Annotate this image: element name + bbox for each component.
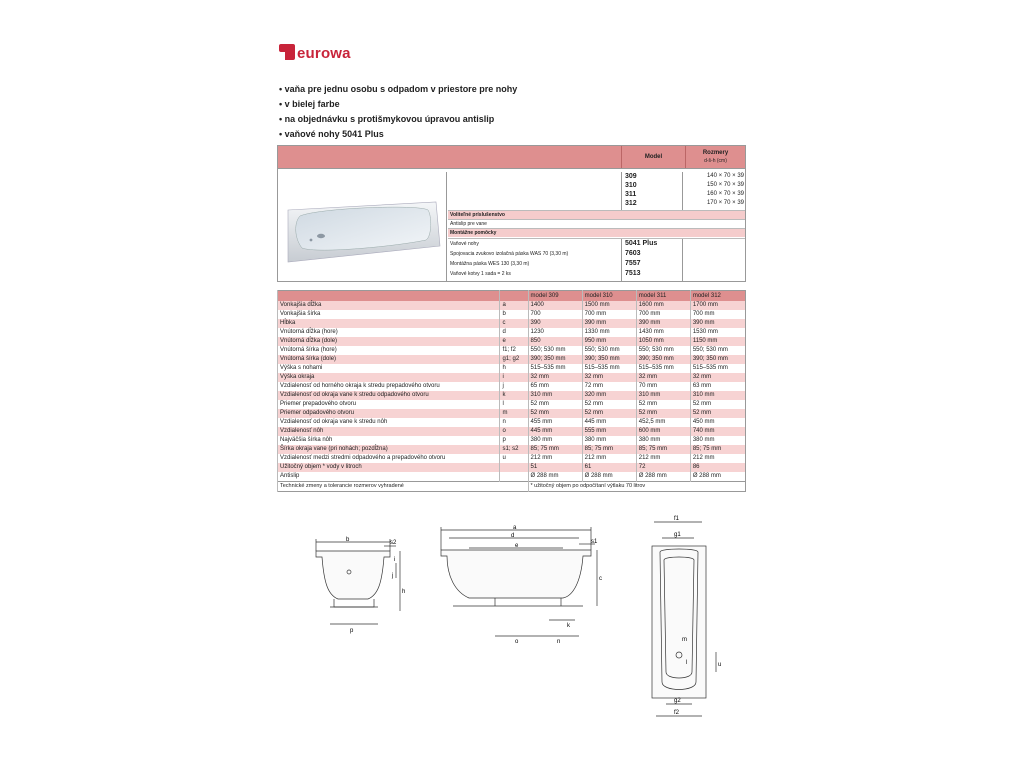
spec-row bbox=[278, 391, 746, 400]
accessory-code: 7557 bbox=[625, 260, 641, 267]
spec-cell: 1330 mm bbox=[582, 328, 636, 337]
feature-list bbox=[279, 82, 517, 142]
accessory-code: 7513 bbox=[625, 270, 641, 277]
mounting-heading: Montážne pomôcky bbox=[448, 228, 745, 237]
spec-cell: 85; 75 mm bbox=[528, 445, 582, 454]
spec-cell: 32 mm bbox=[582, 373, 636, 382]
spec-cell: 310 mm bbox=[528, 391, 582, 400]
spec-cell: 212 mm bbox=[582, 454, 636, 463]
dim-label-s2: s2 bbox=[390, 540, 397, 546]
spec-cell: 51 bbox=[528, 463, 582, 472]
eurowa-logo bbox=[279, 44, 351, 62]
spec-cell: 1150 mm bbox=[690, 337, 745, 346]
spec-row bbox=[278, 355, 746, 364]
spec-cell: 85; 75 mm bbox=[636, 445, 690, 454]
feature-item: • vaňové nohy 5041 Plus bbox=[279, 127, 517, 142]
spec-cell: 320 mm bbox=[582, 391, 636, 400]
spec-cell: Výška s nohami bbox=[278, 364, 500, 373]
spec-row bbox=[278, 454, 746, 463]
dim-label-h: h bbox=[402, 589, 406, 595]
model-column bbox=[621, 172, 683, 210]
spec-cell: 740 mm bbox=[690, 427, 745, 436]
spec-cell: 72 bbox=[636, 463, 690, 472]
spec-cell: 700 bbox=[528, 310, 582, 319]
spec-body bbox=[278, 301, 746, 482]
spec-cell: 1230 bbox=[528, 328, 582, 337]
spec-header: model 310 bbox=[582, 291, 636, 302]
spec-cell: Hĺbka bbox=[278, 319, 500, 328]
spec-cell: 515–535 mm bbox=[582, 364, 636, 373]
product-table-body bbox=[448, 172, 745, 281]
spec-cell: 32 mm bbox=[528, 373, 582, 382]
header-rozmery: Rozmery d-š-h (cm) bbox=[685, 146, 745, 168]
spec-cell: 310 mm bbox=[636, 391, 690, 400]
spec-cell: 380 mm bbox=[582, 436, 636, 445]
spec-cell: 452,5 mm bbox=[636, 418, 690, 427]
spec-row bbox=[278, 301, 746, 310]
spec-row bbox=[278, 427, 746, 436]
spec-cell: Vzdialenosť od horného okraja k stredu prepadového otvoru bbox=[278, 382, 500, 391]
spec-cell: Vnútorná šírka (hore) bbox=[278, 346, 500, 355]
dim-label-s1: s1 bbox=[591, 539, 598, 545]
spec-cell: 52 mm bbox=[690, 409, 745, 418]
spec-header-row bbox=[278, 291, 746, 302]
feature-item: • vaňa pre jednu osobu s odpadom v priestore pre nohy bbox=[279, 82, 517, 97]
spec-cell: Vonkajšia šírka bbox=[278, 310, 500, 319]
logo-mark-icon bbox=[279, 44, 295, 62]
spec-cell: 515–535 mm bbox=[528, 364, 582, 373]
spec-cell: n bbox=[500, 418, 528, 427]
spec-header bbox=[278, 291, 500, 302]
spec-cell: 445 mm bbox=[528, 427, 582, 436]
spec-cell: 1400 bbox=[528, 301, 582, 310]
dim-label-u: u bbox=[718, 662, 722, 668]
spec-cell: Užitočný objem * vody v litroch bbox=[278, 463, 500, 472]
model-code: 310 bbox=[625, 182, 637, 189]
spec-cell: o bbox=[500, 427, 528, 436]
spec-header: model 311 bbox=[636, 291, 690, 302]
model-code: 312 bbox=[625, 200, 637, 207]
accessory-name: Vaňové kotvy 1 sada = 2 ks bbox=[450, 271, 511, 277]
spec-cell: 700 mm bbox=[636, 310, 690, 319]
spec-cell: 1430 mm bbox=[636, 328, 690, 337]
product-table bbox=[277, 145, 746, 282]
spec-cell: 550; 530 mm bbox=[582, 346, 636, 355]
spec-cell: 72 mm bbox=[582, 382, 636, 391]
spec-cell: Vzdialenosť nôh bbox=[278, 427, 500, 436]
spec-cell: p bbox=[500, 436, 528, 445]
spec-row bbox=[278, 409, 746, 418]
dim-label-g1: g1 bbox=[674, 532, 681, 538]
spec-cell: Vzdialenosť od okraja vane k stredu nôh bbox=[278, 418, 500, 427]
spec-cell: 65 mm bbox=[528, 382, 582, 391]
spec-footer-left: Technické zmeny a tolerancie rozmerov vyhradené bbox=[278, 482, 529, 492]
spec-row bbox=[278, 310, 746, 319]
spec-cell: 515–535 mm bbox=[690, 364, 745, 373]
bathtub-picture bbox=[278, 172, 446, 281]
spec-cell: 390 mm bbox=[636, 319, 690, 328]
optional-item: Antislip pre vane bbox=[448, 219, 745, 228]
spec-cell: 63 mm bbox=[690, 382, 745, 391]
dim-label-e: e bbox=[515, 543, 519, 549]
accessory-code: 7603 bbox=[625, 250, 641, 257]
spec-footer-right: * užitočný objem po odpočítaní výtlaku 70 litrov bbox=[528, 482, 745, 492]
spec-row bbox=[278, 445, 746, 454]
spec-cell: Vnútorná šírka (dole) bbox=[278, 355, 500, 364]
spec-cell: h bbox=[500, 364, 528, 373]
spec-cell: Vonkajšia dĺžka bbox=[278, 301, 500, 310]
dim-label-g2: g2 bbox=[674, 698, 681, 704]
dim-label-k: k bbox=[567, 623, 570, 629]
spec-cell: Vnútorná dĺžka (dole) bbox=[278, 337, 500, 346]
top-view-drawing bbox=[640, 512, 730, 722]
spec-cell: 86 bbox=[690, 463, 745, 472]
spec-header: model 312 bbox=[690, 291, 745, 302]
spec-cell: Šírka okraja vane (pri nohách; pozdĺžna) bbox=[278, 445, 500, 454]
spec-cell: 1700 mm bbox=[690, 301, 745, 310]
accessory-name: Spojovacia zvukovo izolačná páska WAS 70 (3,30 m) bbox=[450, 251, 569, 257]
spec-cell: 212 mm bbox=[528, 454, 582, 463]
model-dimensions: 160 × 70 × 39 bbox=[706, 191, 744, 197]
product-table-header bbox=[278, 146, 745, 169]
spec-cell: 1600 mm bbox=[636, 301, 690, 310]
dim-label-a: a bbox=[513, 525, 517, 531]
spec-cell bbox=[500, 463, 528, 472]
accessory-list bbox=[448, 238, 745, 282]
spec-cell: 61 bbox=[582, 463, 636, 472]
spec-cell: 52 mm bbox=[582, 409, 636, 418]
spec-cell: 32 mm bbox=[690, 373, 745, 382]
spec-row bbox=[278, 373, 746, 382]
spec-cell: 390; 350 mm bbox=[528, 355, 582, 364]
spec-cell: Ø 288 mm bbox=[582, 472, 636, 482]
spec-cell: g1; g2 bbox=[500, 355, 528, 364]
spec-cell: 52 mm bbox=[528, 400, 582, 409]
spec-cell: 950 mm bbox=[582, 337, 636, 346]
dim-label-l: l bbox=[686, 660, 688, 666]
model-dimensions: 140 × 70 × 39 bbox=[706, 173, 744, 179]
spec-cell: 85; 75 mm bbox=[690, 445, 745, 454]
spec-cell: Výška okraja bbox=[278, 373, 500, 382]
spec-footer bbox=[278, 482, 746, 492]
dim-label-n: n bbox=[557, 639, 561, 645]
spec-cell: 310 mm bbox=[690, 391, 745, 400]
spec-row bbox=[278, 319, 746, 328]
spec-cell: 450 mm bbox=[690, 418, 745, 427]
spec-cell: i bbox=[500, 373, 528, 382]
accessory-name: Vaňové nohy bbox=[450, 241, 479, 247]
spec-cell bbox=[500, 472, 528, 482]
spec-cell: d bbox=[500, 328, 528, 337]
spec-cell: l bbox=[500, 400, 528, 409]
spec-cell: e bbox=[500, 337, 528, 346]
header-model: Model bbox=[621, 146, 685, 168]
spec-cell: 550; 530 mm bbox=[636, 346, 690, 355]
spec-row bbox=[278, 382, 746, 391]
spec-cell: m bbox=[500, 409, 528, 418]
optional-heading: Voliteľné príslušenstvo bbox=[448, 210, 745, 219]
model-code: 309 bbox=[625, 173, 637, 180]
bathtub-image bbox=[278, 172, 447, 281]
spec-cell: 380 mm bbox=[636, 436, 690, 445]
spec-cell: 600 mm bbox=[636, 427, 690, 436]
spec-cell: u bbox=[500, 454, 528, 463]
dim-label-c: c bbox=[599, 576, 602, 582]
spec-cell: 390 bbox=[528, 319, 582, 328]
spec-cell: 52 mm bbox=[636, 409, 690, 418]
accessory-code: 5041 Plus bbox=[625, 240, 658, 247]
spec-cell: 390 mm bbox=[582, 319, 636, 328]
spec-cell: 850 bbox=[528, 337, 582, 346]
spec-cell: 1500 mm bbox=[582, 301, 636, 310]
spec-cell: 380 mm bbox=[528, 436, 582, 445]
spec-cell: Vzdialenosť medzi stredmi odpadového a prepadového otvoru bbox=[278, 454, 500, 463]
dim-label-f1: f1 bbox=[674, 516, 680, 522]
spec-cell: 550; 530 mm bbox=[528, 346, 582, 355]
side-view-drawing bbox=[433, 522, 609, 646]
dim-label-p: p bbox=[350, 628, 354, 634]
spec-cell: j bbox=[500, 382, 528, 391]
spec-cell: 85; 75 mm bbox=[582, 445, 636, 454]
spec-cell: 445 mm bbox=[582, 418, 636, 427]
spec-cell: 212 mm bbox=[636, 454, 690, 463]
spec-header bbox=[500, 291, 528, 302]
spec-row bbox=[278, 436, 746, 445]
spec-cell: 52 mm bbox=[690, 400, 745, 409]
spec-row bbox=[278, 418, 746, 427]
spec-cell: 390 mm bbox=[690, 319, 745, 328]
spec-cell: a bbox=[500, 301, 528, 310]
spec-cell: k bbox=[500, 391, 528, 400]
spec-row bbox=[278, 346, 746, 355]
spec-row bbox=[278, 337, 746, 346]
dim-label-m: m bbox=[682, 637, 687, 643]
spec-cell: 700 mm bbox=[582, 310, 636, 319]
spec-cell: s1; s2 bbox=[500, 445, 528, 454]
spec-row bbox=[278, 400, 746, 409]
accessory-name: Montážna páska WES 130 (3,30 m) bbox=[450, 261, 530, 267]
spec-row bbox=[278, 364, 746, 373]
dim-label-d: d bbox=[511, 533, 515, 539]
spec-cell: Antislip bbox=[278, 472, 500, 482]
spec-cell: 1530 mm bbox=[690, 328, 745, 337]
dim-label-o: o bbox=[515, 639, 519, 645]
spec-cell: Ø 288 mm bbox=[636, 472, 690, 482]
spec-cell: 550; 530 mm bbox=[690, 346, 745, 355]
spec-table bbox=[277, 290, 746, 492]
spec-cell: 380 mm bbox=[690, 436, 745, 445]
spec-cell: 52 mm bbox=[528, 409, 582, 418]
spec-cell: 515–535 mm bbox=[636, 364, 690, 373]
spec-row bbox=[278, 472, 746, 482]
spec-cell: f1; f2 bbox=[500, 346, 528, 355]
spec-row bbox=[278, 463, 746, 472]
spec-cell: 70 mm bbox=[636, 382, 690, 391]
model-code: 311 bbox=[625, 191, 637, 198]
spec-cell: 700 mm bbox=[690, 310, 745, 319]
spec-cell: Vnútorná dĺžka (hore) bbox=[278, 328, 500, 337]
spec-cell: 555 mm bbox=[582, 427, 636, 436]
dim-label-i: i bbox=[394, 557, 396, 563]
dim-label-b: b bbox=[346, 537, 350, 543]
front-view-drawing bbox=[298, 533, 416, 645]
model-dimensions: 170 × 70 × 39 bbox=[706, 200, 744, 206]
spec-cell: Vzdialenosť od okraja vane k stredu odpadového otvoru bbox=[278, 391, 500, 400]
spec-cell: 212 mm bbox=[690, 454, 745, 463]
spec-cell: 455 mm bbox=[528, 418, 582, 427]
spec-cell: Ø 288 mm bbox=[528, 472, 582, 482]
dim-label-f2: f2 bbox=[674, 710, 680, 716]
spec-cell: 52 mm bbox=[582, 400, 636, 409]
spec-cell: 1050 mm bbox=[636, 337, 690, 346]
spec-cell: c bbox=[500, 319, 528, 328]
spec-cell: 52 mm bbox=[636, 400, 690, 409]
spec-cell: Priemer prepadového otvoru bbox=[278, 400, 500, 409]
spec-cell: Priemer odpadového otvoru bbox=[278, 409, 500, 418]
feature-item: • v bielej farbe bbox=[279, 97, 517, 112]
dim-label-j: j bbox=[392, 573, 394, 579]
spec-cell: 390; 350 mm bbox=[690, 355, 745, 364]
spec-cell: b bbox=[500, 310, 528, 319]
brand-name: eurowa bbox=[297, 44, 351, 62]
feature-item: • na objednávku s protišmykovou úpravou antislip bbox=[279, 112, 517, 127]
spec-cell: Najväčšia šírka nôh bbox=[278, 436, 500, 445]
spec-cell: Ø 288 mm bbox=[690, 472, 745, 482]
spec-cell: 390; 350 mm bbox=[636, 355, 690, 364]
spec-cell: 390; 350 mm bbox=[582, 355, 636, 364]
spec-header: model 309 bbox=[528, 291, 582, 302]
dimension-column bbox=[682, 172, 746, 210]
spec-row bbox=[278, 328, 746, 337]
model-dimensions: 150 × 70 × 39 bbox=[706, 182, 744, 188]
spec-cell: 32 mm bbox=[636, 373, 690, 382]
